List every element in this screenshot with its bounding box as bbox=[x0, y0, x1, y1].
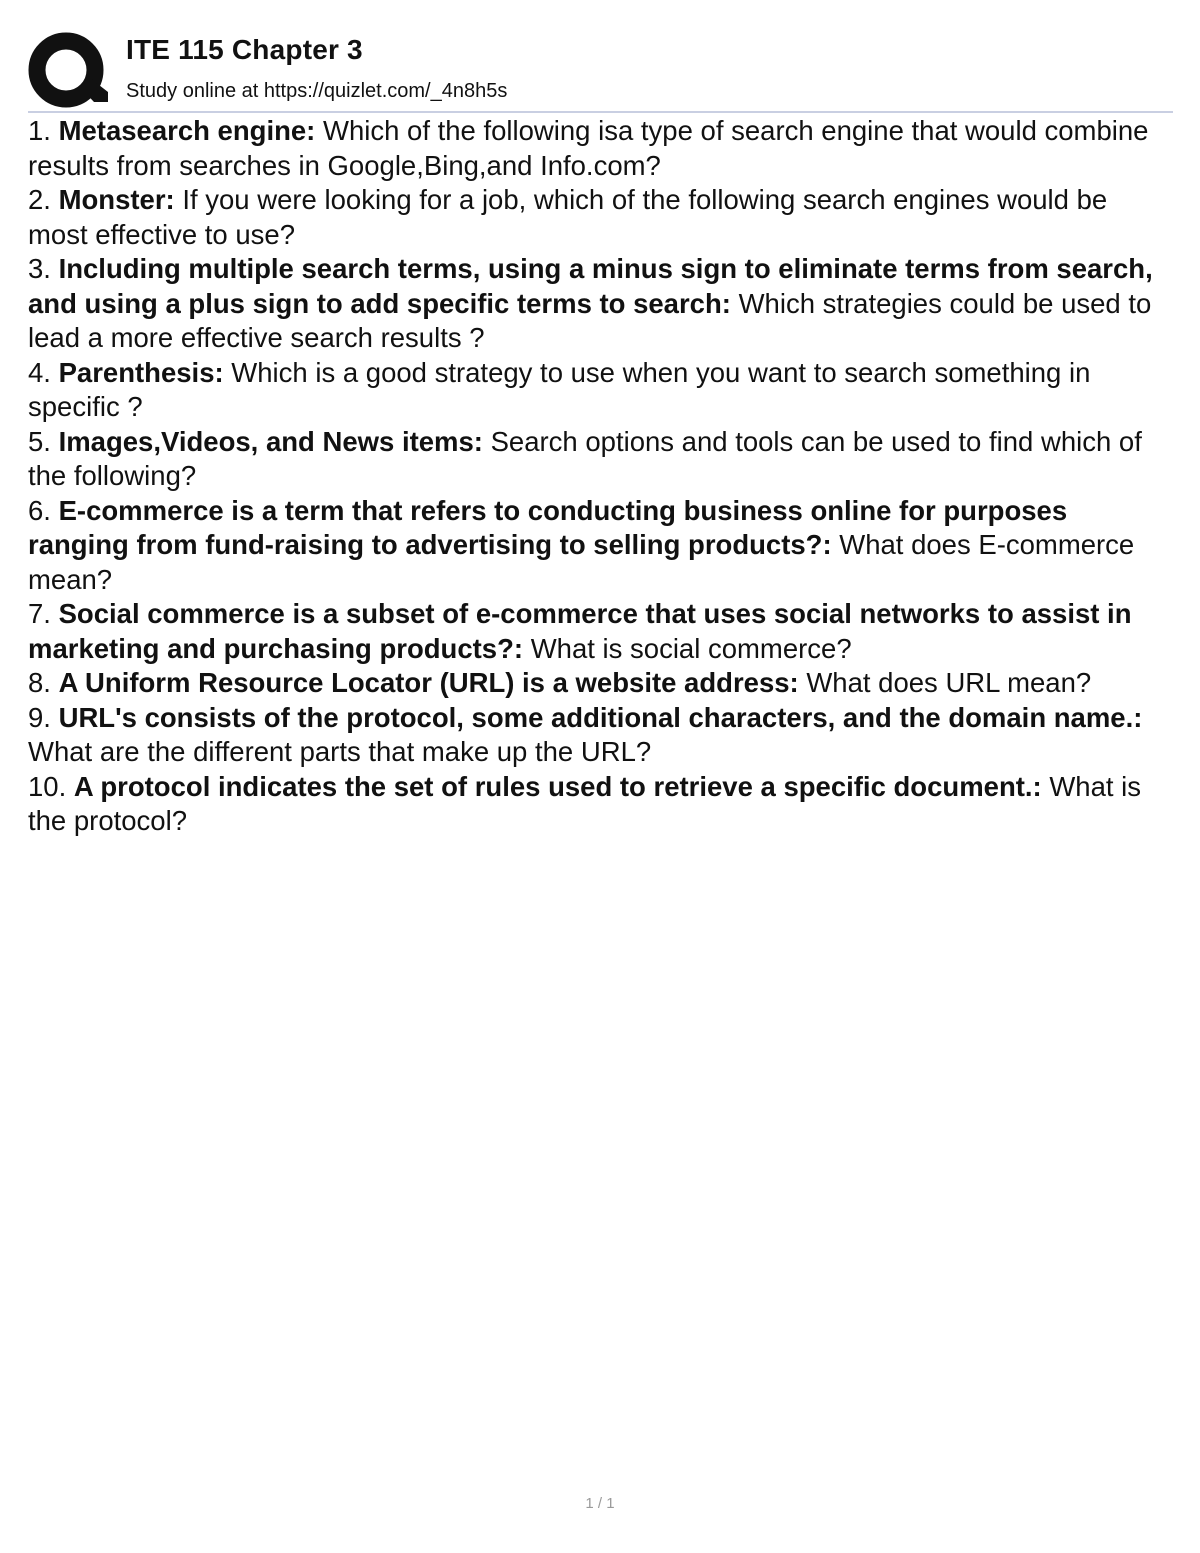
item-definition: What is social commerce? bbox=[523, 632, 852, 664]
item-definition: If you were looking for a job, which of the following search engines would be most effective to use? bbox=[28, 184, 1108, 250]
item-term: Metasearch engine: bbox=[58, 115, 316, 146]
study-online-link-text: Study online at https://quizlet.com/_4n8h5s bbox=[126, 80, 508, 102]
item-definition: What is the protocol? bbox=[28, 770, 1142, 836]
item-definition: Which of the following isa type of search engine that would combine results from searches in Google,Bing,and Info.com? bbox=[28, 115, 1149, 181]
page-title: ITE 115 Chapter 3 bbox=[126, 34, 363, 65]
item-number: 6. bbox=[28, 494, 59, 526]
item-number: 8. bbox=[28, 667, 59, 698]
item-term: Including multiple search terms, using a minus sign to eliminate terms from search, and using a plus sign to add specific terms to search: bbox=[28, 253, 1153, 319]
flashcard-item bbox=[28, 770, 1174, 839]
flashcard-item bbox=[28, 252, 1174, 356]
flashcard-item bbox=[28, 701, 1174, 770]
document-header bbox=[28, 30, 1173, 112]
item-term: Social commerce is a subset of e-commerce that uses social networks to assist in marketing and purchasing products?: bbox=[28, 598, 1132, 664]
item-definition: Which strategies could be used to lead a more effective search results ? bbox=[28, 287, 1152, 353]
flashcard-item bbox=[28, 114, 1174, 183]
item-number: 5. bbox=[28, 425, 59, 457]
item-definition: Search options and tools can be used to find which of the following? bbox=[28, 425, 1142, 491]
item-definition: What are the different parts that make up the URL? bbox=[28, 736, 652, 767]
item-number: 3. bbox=[28, 253, 59, 284]
item-term: URL's consists of the protocol, some additional characters, and the domain name.: bbox=[58, 701, 1143, 733]
page-indicator: 1 / 1 bbox=[585, 1495, 615, 1512]
item-definition: What does E-commerce mean? bbox=[28, 529, 1135, 595]
flashcard-item bbox=[28, 494, 1174, 598]
item-term: Parenthesis: bbox=[58, 356, 224, 388]
quizlet-q-icon bbox=[28, 30, 108, 110]
flashcard-item bbox=[28, 597, 1174, 666]
flashcard-item bbox=[28, 356, 1174, 425]
item-term: A Uniform Resource Locator (URL) is a website address: bbox=[58, 667, 799, 698]
header-divider bbox=[28, 111, 1173, 113]
item-number: 7. bbox=[28, 598, 59, 629]
item-number: 2. bbox=[28, 184, 59, 215]
flashcard-item bbox=[28, 183, 1174, 252]
item-term: A protocol indicates the set of rules used to retrieve a specific document.: bbox=[73, 770, 1042, 802]
item-number: 1. bbox=[28, 115, 59, 146]
flashcard-list bbox=[28, 114, 1174, 839]
flashcard-item bbox=[28, 425, 1174, 494]
item-term: Images,Videos, and News items: bbox=[58, 425, 483, 457]
item-number: 4. bbox=[28, 356, 59, 388]
item-number: 10. bbox=[28, 770, 74, 802]
flashcard-item bbox=[28, 666, 1174, 701]
item-number: 9. bbox=[28, 701, 59, 733]
item-definition: Which is a good strategy to use when you want to search something in specific ? bbox=[28, 356, 1091, 422]
item-definition: What does URL mean? bbox=[798, 667, 1092, 698]
item-term: Monster: bbox=[58, 184, 175, 215]
item-term: E-commerce is a term that refers to conducting business online for purposes ranging from fund-raising to advertising to selling products?: bbox=[28, 494, 1068, 560]
